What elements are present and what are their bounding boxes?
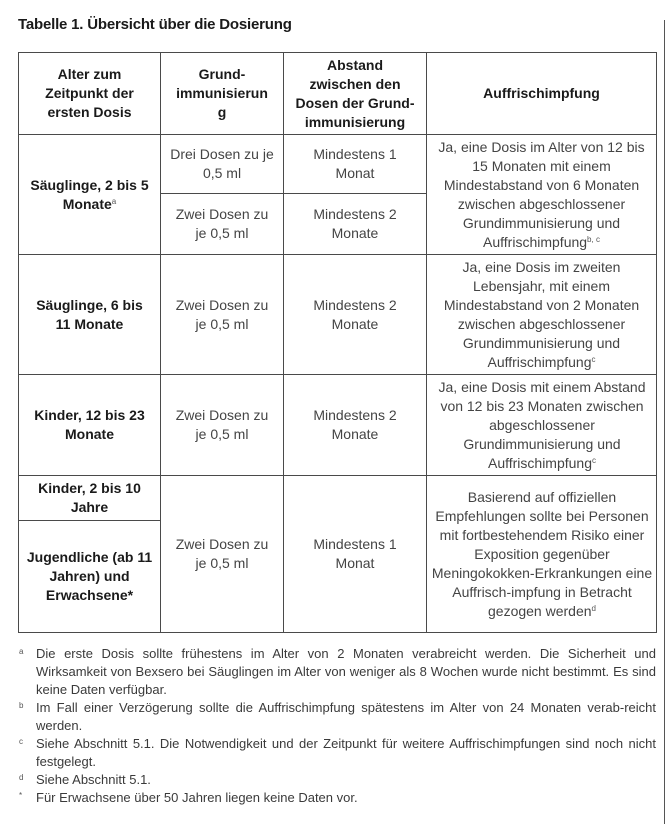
table-header-row [19, 53, 657, 135]
booster-cell: Ja, eine Dosis im Alter von 12 bis 15 Monaten mit einem Mindestabstand von 6 Monaten zwischen abgeschlossener Grundimmunisierung und Auffrischimpfung$^{b, c}$ [427, 135, 657, 255]
interval-cell: Mindestens 2 Monate [284, 375, 427, 476]
table-row [19, 255, 657, 375]
footnote-mark: b [19, 701, 24, 710]
footnote-text: Im Fall einer Verzögerung sollte die Auffrischimpfung spätestens im Alter von 24 Monaten verab-reicht werden. [36, 700, 656, 733]
footnote-mark: * [19, 791, 23, 800]
primary-cell: Zwei Dosen zu je 0,5 ml [161, 476, 284, 633]
header-primary [161, 53, 284, 135]
footnote-mark: c [19, 737, 23, 746]
table-title: Tabelle 1. Übersicht über die Dosierung [18, 16, 292, 33]
primary-cell: Zwei Dosen zu je 0,5 ml [161, 255, 284, 375]
page-margin-rule [664, 20, 665, 824]
interval-cell: Mindestens 1 Monat [284, 135, 427, 194]
footnote-text: Die erste Dosis sollte frühestens im Alter von 2 Monaten verabreicht werden. Die Sicherheit und Wirksamkeit von Bexsero bei Säuglingen im Alter von weniger als 8 Wochen wurde nicht bestimmt. Es sind keine Daten verfügbar. [36, 646, 656, 697]
header-age [19, 53, 161, 135]
header-age-label: Alter zum Zeitpunkt der ersten Dosis [45, 66, 134, 120]
header-interval [284, 53, 427, 135]
booster-cell: Ja, eine Dosis mit einem Abstand von 12 bis 23 Monaten zwischen abgeschlossener Grundimmunisierung und Auffrischimpfung$^c$ [427, 375, 657, 476]
footnote-b [18, 699, 656, 735]
age-cell: Kinder, 12 bis 23 Monate [19, 375, 161, 476]
age-cell [19, 135, 161, 255]
footnote-text: Siehe Abschnitt 5.1. [36, 772, 151, 787]
primary-cell: Zwei Dosen zu je 0,5 ml [161, 375, 284, 476]
header-interval-label: Abstand zwischen den Dosen der Grund- immunisierung [295, 56, 415, 130]
table-row [19, 135, 657, 194]
primary-cell: Zwei Dosen zu je 0,5 ml [161, 194, 284, 255]
booster-cell: Ja, eine Dosis im zweiten Lebensjahr, mit einem Mindestabstand von 2 Monaten zwischen abgeschlossener Grundimmunisierung und Auffrischimpfung$^c$ [427, 255, 657, 375]
footnote-asterisk [18, 789, 656, 807]
footnotes [18, 645, 656, 807]
age-cell: Säuglinge, 6 bis 11 Monate [19, 255, 161, 375]
age-cell: Kinder, 2 bis 10 Jahre [19, 476, 161, 521]
footnote-d [18, 771, 656, 789]
header-booster [427, 53, 657, 135]
age-label: Säuglinge, 2 bis 5 Monate$^a$ [30, 176, 149, 212]
table-row [19, 476, 657, 521]
header-primary-label: Grund- immunisierung [176, 66, 268, 120]
interval-cell: Mindestens 1 Monat [284, 476, 427, 633]
footnote-a [18, 645, 656, 699]
footnote-mark: a [19, 647, 24, 656]
footnote-text: Siehe Abschnitt 5.1. Die Notwendigkeit und der Zeitpunkt für weitere Auffrischimpfungen sind noch nicht festgelegt. [36, 736, 656, 769]
table-row [19, 375, 657, 476]
booster-cell: Basierend auf offiziellen Empfehlungen sollte bei Personen mit fortbestehendem Risiko einer Exposition gegenüber Meningokokken-Erkrankungen eine Auffrisch-impfung in Betracht gezogen werden$^d$ [427, 476, 657, 633]
primary-cell: Drei Dosen zu je 0,5 ml [161, 135, 284, 194]
age-cell: Jugendliche (ab 11 Jahren) und Erwachsene* [19, 521, 161, 633]
interval-cell: Mindestens 2 Monate [284, 194, 427, 255]
header-booster-label: Auffrischimpfung [483, 85, 600, 101]
dosing-table [18, 52, 657, 633]
interval-cell: Mindestens 2 Monate [284, 255, 427, 375]
footnote-text: Für Erwachsene über 50 Jahren liegen keine Daten vor. [36, 790, 358, 805]
footnote-mark: d [19, 773, 24, 782]
footnote-c [18, 735, 656, 771]
